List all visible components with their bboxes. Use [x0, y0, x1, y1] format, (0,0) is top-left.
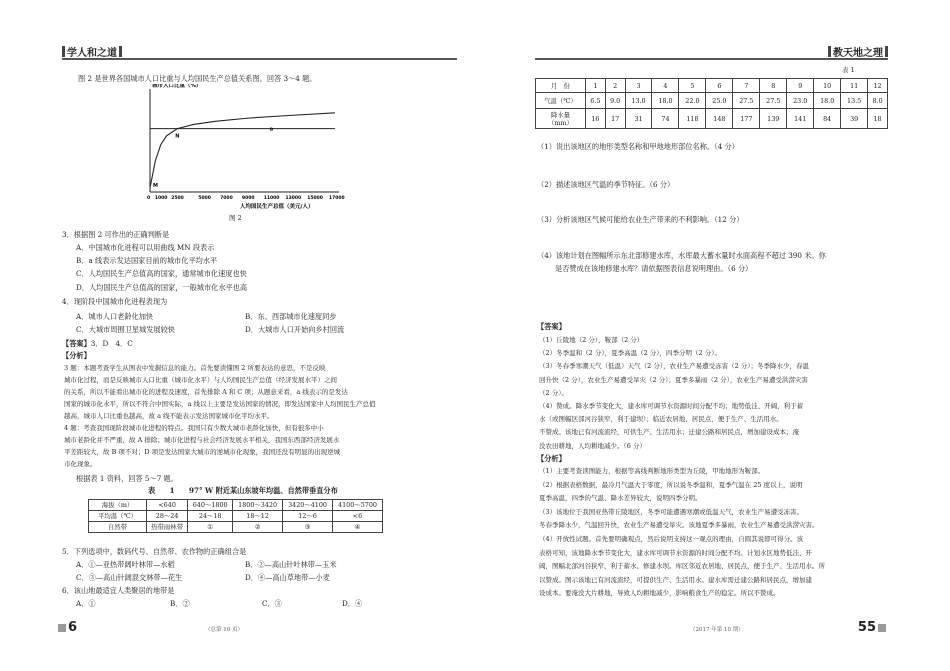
right-footer: （2017 年第 10 期）	[690, 627, 744, 633]
text-line: 3 题：本题考查学生从图表中发掘信息的能力。首先要读懂图 2 所要表达的意思，不是反映	[64, 364, 326, 372]
table-row	[536, 79, 888, 93]
table-cell: 自然带	[89, 522, 147, 533]
x-tick-label: 11000	[263, 196, 280, 201]
left-header-title: 学人和之道	[67, 48, 117, 59]
header-bar	[885, 46, 888, 57]
q3-option-b: B．a 线表示发达国家目前的城市化平均水平	[76, 256, 218, 265]
q5-option-a: A．①—亚热带阔叶林带—水稻	[76, 560, 175, 569]
x-tick-label: 15000	[307, 196, 323, 201]
table-cell: 18.0	[814, 93, 841, 109]
table-cell: 177	[733, 109, 760, 129]
text-line: （1）丘陵地（2 分），鞍部（2 分）	[539, 336, 644, 344]
table-cell: 139	[760, 109, 787, 129]
x-tick-label: 2500	[171, 196, 184, 201]
text-line: （4）赞成。降水季节变化大，建水库可调节水资源时间分配不均；地势低洼、开阔，利于蓄	[539, 402, 804, 410]
text-line: （3）冬春季寒潮天气（低温）天气（2 分），农业生产易遭受冻害（2 分）；冬季降水少，春温	[539, 362, 810, 371]
urbanization-chart	[130, 84, 345, 214]
x-axis-label: 人均国民生产总值（美元/人）	[240, 204, 314, 210]
q6-option-b: B．②	[170, 599, 190, 608]
table-cell: 18～12	[233, 511, 283, 522]
text-line: 以赞成。图示该地已有河流流经，可提供生产、生活用水。建水库需迁建公路和居民点，增加建	[539, 575, 812, 584]
text-line: （1）主要考查读图能力，根据等高线判断地形类型为丘陵，甲地地形为鞍部。	[539, 467, 765, 475]
text-line: （2）冬季温和（2 分），夏季高温（2 分），四季分明（2 分）。	[539, 349, 721, 358]
label-a: a	[269, 126, 274, 133]
q6-option-c: C．③	[262, 599, 282, 608]
rq4-line1: （4）该地计划在图幅所示东北部修建水库，水库最大蓄水量时水面高程不超过 390 米。你	[537, 251, 826, 260]
right-page-number	[858, 620, 886, 635]
table-cell: 13.0	[625, 93, 652, 109]
table-cell	[536, 109, 586, 129]
table-cell: 640～1800	[188, 500, 233, 511]
table-cell: 6.5	[586, 93, 606, 109]
table-cell: 16	[586, 109, 606, 129]
text-line: 回升快（2 分），农业生产易遭受旱灾（2 分）；夏季多暴雨（2 分），农业生产易遭受洪涝灾害	[539, 375, 808, 384]
q4-option-d: D．大城市人口开始向乡村回流	[245, 325, 345, 334]
right-page-number-text: 55	[857, 620, 876, 635]
text-line: 夏季高温，四季的气温、降水差异较大，说明四季分明。	[539, 494, 702, 503]
table-cell: 5	[679, 79, 706, 93]
text-line: 水（或图幅区部河谷狭窄，利于建坝）；临近农居地、居民点，便于生产、生活用水。	[539, 415, 783, 424]
text-line: （4）开放性试题。首先要明确观点，然后说明支持这一观点的理由，自圆其说即可得分。该	[539, 535, 804, 543]
table-cell: 25.0	[706, 93, 733, 109]
table-cell: 9.0	[605, 93, 625, 109]
q3-option-d: D．人均国民生产总值高的国家，一般城市化水平也高	[76, 283, 248, 292]
x-tick-label: 13000	[285, 196, 302, 201]
left-page-number-text: 6	[68, 620, 78, 635]
right-answer-label: 【答案】	[537, 322, 566, 331]
table-cell: ①	[188, 522, 233, 533]
q4-option-b: B．东、西部城市化速度同步	[245, 312, 337, 321]
page-marker	[58, 624, 66, 632]
q3-stem: 3．根据图 2 可作出的正确判断是	[62, 230, 170, 239]
table-cell: 148	[706, 109, 733, 129]
text-line: 市化现象。	[64, 460, 97, 468]
table-cell: <6	[333, 511, 383, 522]
figure-caption: 图 2	[229, 214, 242, 222]
table-cell: ④	[333, 522, 383, 533]
q6-option-a: A．①	[76, 599, 96, 608]
text-line: 城市老龄化并不严重，故 A 排除；城市化进程与社会经济发展水平相关，我国东西部经济发展水	[64, 436, 340, 444]
table-cell: 海拔（m）	[89, 500, 147, 511]
x-tick-label: 1000	[154, 196, 168, 201]
table-cell: 12	[868, 79, 888, 93]
rq2: （2）描述该地区气温的季节特征。（6 分）	[537, 180, 675, 189]
text-line: 的关系，所以不能看出城市化的进程及速度，首先排除 A 和 C 项；从题意来看，a 线表示的是发达	[64, 388, 348, 396]
text-line: （3）该地位于我国亚热带丘陵地区，冬季可能遭遇寒潮或低温天气，农业生产易遭受冻害。	[539, 507, 804, 516]
urbanization-curve	[150, 113, 335, 188]
table-cell: 74	[652, 109, 679, 129]
table-cell: ②	[233, 522, 283, 533]
q5-option-b: B．②—高山针叶林带—玉米	[245, 560, 337, 569]
header-bar	[828, 46, 831, 57]
table-cell: 12～6	[283, 511, 333, 522]
left-header	[62, 44, 122, 59]
table-intro: 根据表 1 资料，回答 5～7 题。	[76, 474, 178, 483]
answer-text: 3．D 4．C	[90, 339, 133, 348]
text-line: 表格可知，该地降水季节变化大，建水库可调节水资源的时间分配不均。计划水区地势低洼、开	[539, 548, 812, 557]
q6-option-d: D．④	[342, 599, 363, 608]
table-cell: 1800～3420	[233, 500, 283, 511]
text-line: 没农田耕地，人均耕地减少。（6 分）	[539, 441, 646, 450]
table-cell: 9	[787, 79, 814, 93]
table-cell: 23.0	[787, 93, 814, 109]
rq1: （1）说出该地区的地形类型名称和甲地地形部位名称。（4 分）	[537, 142, 739, 151]
table-title: 表 1 97° W 附近某山东坡年均温、自然带垂直分布	[148, 486, 338, 495]
x-tick-label: 7000	[220, 196, 233, 201]
text-line: 冬春季降水少，气温回升快，农业生产易遭受旱灾。该地夏季多暴雨，农业生产易遭受洪涝灾害。	[539, 521, 819, 530]
table-cell: 10	[814, 79, 841, 93]
table-cell: 27.5	[733, 93, 760, 109]
text-line: 城市化过程，而是反映城市人口比重（城市化水平）与人均国民生产总值（经济发展水平）之间	[64, 376, 337, 384]
table-cell: 18.0	[652, 93, 679, 109]
table-cell: 气温（℃）	[536, 93, 586, 109]
header-bar	[62, 46, 65, 57]
rain-label: 降水量	[550, 110, 571, 119]
table-cell: 22.0	[679, 93, 706, 109]
altitude-table	[88, 499, 383, 533]
table-cell: 2	[605, 79, 625, 93]
table-cell: 3	[625, 79, 652, 93]
right-page	[475, 0, 950, 671]
table-cell: 平均温（℃）	[89, 511, 147, 522]
header-bar	[119, 46, 122, 57]
table-cell: 热带雨林带	[147, 522, 188, 533]
table-cell: 8	[760, 79, 787, 93]
right-header	[828, 44, 888, 59]
q6-stem: 6．该山地最适宜人类聚居的地带是	[62, 586, 175, 595]
rq4-line2: 是否赞成在该地修建水库？请依据图表信息说明理由。（6 分）	[555, 264, 753, 273]
table-row	[536, 109, 888, 129]
table-cell: 84	[814, 109, 841, 129]
text-line: 国家的城市化水平，所以不符合中国实际，a 线以上主要是发达国家的情况，即发达国家中人均国民生产总值	[64, 400, 376, 408]
table-cell: <640	[147, 500, 188, 511]
right-header-rule	[535, 58, 888, 60]
q5-option-d: D．④—高山草地带—小麦	[245, 573, 330, 582]
table-cell: 月 份	[536, 79, 586, 93]
table-cell: 8.0	[868, 93, 888, 109]
page-marker	[878, 624, 886, 632]
q5-option-c: C．③—高山针阔混交林带—花生	[76, 573, 183, 582]
table-cell: 17	[605, 109, 625, 129]
table-cell: 141	[787, 109, 814, 129]
table-cell: 24～18	[188, 511, 233, 522]
table-cell: 7	[733, 79, 760, 93]
intro-text: 图 2 是世界各国城市人口比重与人均国民生产总值关系图。回答 3～4 题。	[78, 74, 317, 83]
climate-table-label: 表 1	[842, 66, 855, 74]
text-line: 4 题：考查我国现阶段城市化进程的特点。我国只有少数大城市老龄化加快，但有很多中小	[64, 424, 324, 432]
text-line: （2）根据表格数据，最冷月气温大于零度，所以说冬季温和，夏季气温在 25 度以上，说明	[539, 480, 803, 489]
q5-stem: 5．下列选项中，数码代号、自然带、农作物的正确组合是	[62, 547, 247, 556]
table-cell: 11	[841, 79, 868, 93]
right-header-title: 教天地之理	[833, 48, 883, 59]
rain-unit: （mm）	[548, 118, 573, 127]
left-page-number	[58, 620, 77, 635]
table-cell: 28～24	[147, 511, 188, 522]
table-cell: 18	[868, 109, 888, 129]
answer-label: 【答案】	[62, 339, 91, 348]
text-line: 设成本。要淹没大片耕地，导致人均耕地减少，影响粮食生产的稳定。所以不赞成。	[539, 589, 780, 598]
text-line: 越高，城市人口比重也越高，故 a 线不能表示发达国家城市化平均水平。	[64, 412, 274, 420]
table-cell: 4	[652, 79, 679, 93]
table-row	[89, 500, 383, 511]
table-row	[536, 93, 888, 109]
label-n: N	[175, 133, 180, 140]
text-line: 平差距较大，故 B 项不对；D 项是发达国家大城市的逆城市化现象，我国还没有明显的出现逆城	[64, 448, 341, 456]
text-line: （2 分）。	[539, 388, 568, 397]
right-analysis-label: 【分析】	[537, 454, 566, 463]
table-cell: 118	[679, 109, 706, 129]
x-tick-label: 9000	[241, 196, 255, 201]
q3-option-a: A．中国城市化进程可以用曲线 MN 段表示	[76, 243, 215, 252]
table-cell: 13.5	[841, 93, 868, 109]
table-cell: 31	[625, 109, 652, 129]
rq3: （3）分析该地区气候可能给农业生产带来的不利影响。（12 分）	[537, 215, 744, 224]
table-cell: 6	[706, 79, 733, 93]
table-row	[89, 522, 383, 533]
table-row	[89, 511, 383, 522]
left-header-rule	[62, 58, 457, 60]
x-tick-label: 0	[147, 196, 151, 201]
table-cell: 4100～5700	[333, 500, 383, 511]
left-footer: （总第 10 页）	[205, 627, 243, 633]
x-tick-label: 17000	[329, 196, 345, 201]
q4-option-c: C．大城市周围卫星城发展较快	[76, 325, 175, 334]
climate-table	[535, 78, 888, 129]
text-line: 阔，图幅北部河谷狭窄，利于蓄水、修建水坝。库区邻近农居地、居民点，便于生产、生活用水。所	[539, 562, 825, 571]
table-cell: 1	[586, 79, 606, 93]
text-line: 不赞成。该地已有河流流经，可供生产、生活用水；迁建公路和居民点，增加建设成本；淹	[539, 428, 799, 437]
table-cell: 27.5	[760, 93, 787, 109]
q4-option-a: A．城市人口老龄化加快	[76, 312, 154, 321]
table-cell: ③	[283, 522, 333, 533]
q3-option-c: C．人均国民生产总值高的国家，通常城市化速度也快	[76, 269, 247, 278]
x-tick-label: 5000	[198, 196, 211, 201]
table-cell: 3420～4100	[283, 500, 333, 511]
label-m: M	[153, 182, 158, 189]
y-axis-label: 城市人口比重（%）	[152, 84, 202, 89]
analysis-label: 【分析】	[62, 351, 91, 360]
q4-stem: 4．现阶段中国城市化进程表现为	[62, 297, 168, 306]
table-cell: 39	[841, 109, 868, 129]
